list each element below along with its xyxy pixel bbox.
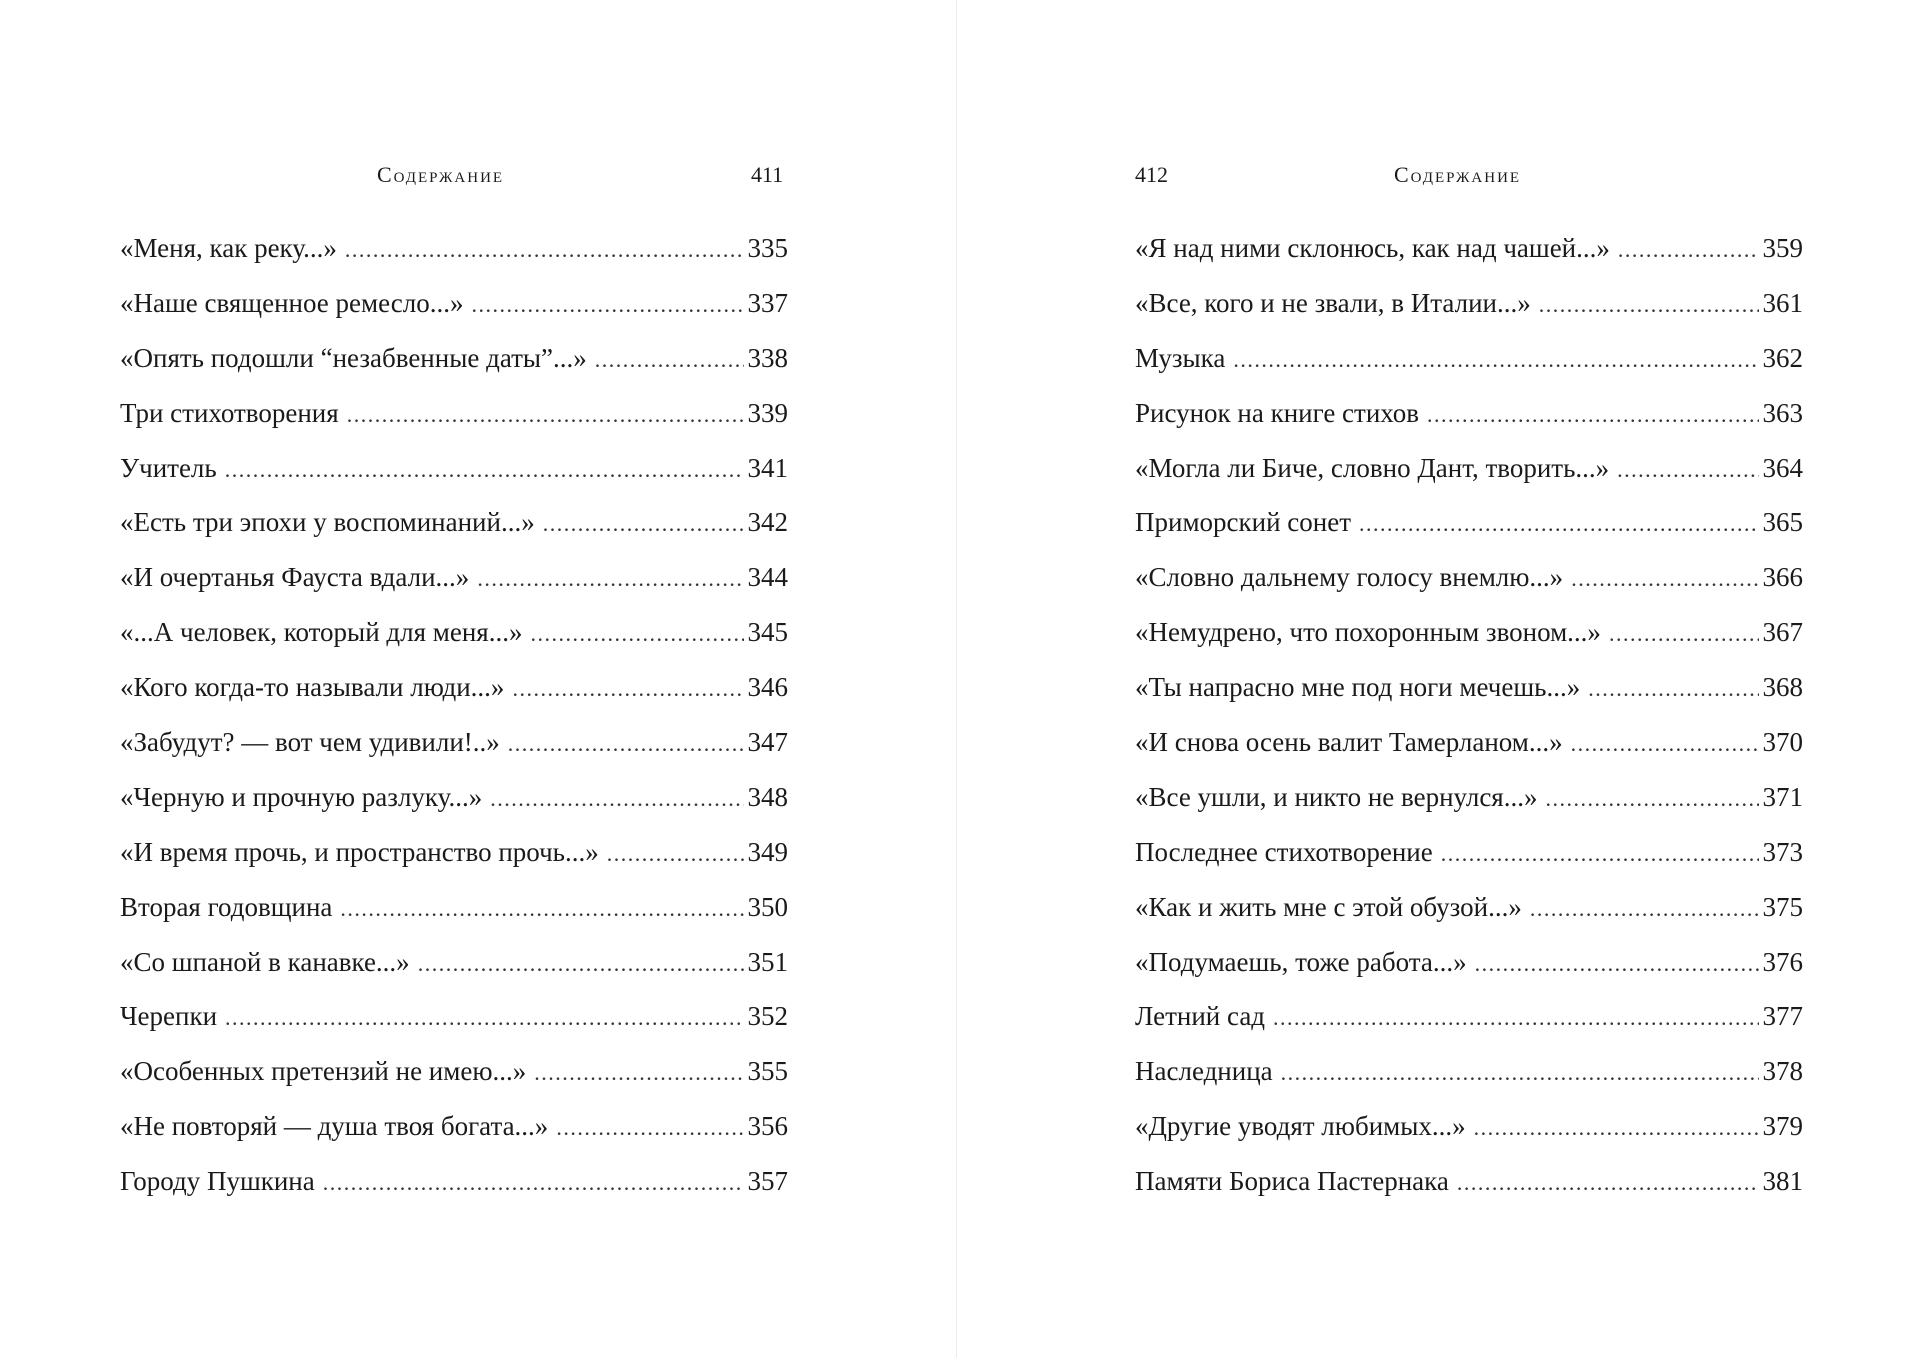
dot-leader [340, 889, 743, 929]
dot-leader [512, 669, 743, 709]
toc-entry-page: 345 [747, 617, 788, 648]
toc-entry-page: 362 [1762, 342, 1803, 373]
toc-entry-title: Наследница [1135, 1056, 1273, 1087]
toc-entry-title: «Черную и прочную разлуку...» [120, 781, 483, 812]
dot-leader [1474, 1108, 1759, 1148]
running-head-title: Содержание [1394, 162, 1522, 187]
dot-leader [1571, 559, 1758, 599]
toc-entry [120, 612, 788, 667]
toc-entry-title: «Особенных претензий не имею...» [120, 1056, 527, 1087]
toc-entry [1135, 557, 1803, 612]
toc-entry-title: «Немудрено, что похоронным звоном...» [1135, 617, 1601, 648]
toc-entry [120, 1051, 788, 1106]
toc-entry-title: «Могла ли Биче, словно Дант, творить...» [1135, 452, 1610, 483]
toc-entry-title: «Я над ними склонюсь, как над чашей...» [1135, 233, 1610, 263]
toc-entry [1135, 996, 1803, 1051]
dot-leader [1359, 504, 1759, 544]
toc-entry-title: Музыка [1135, 342, 1226, 373]
toc-entry-page: 350 [747, 891, 788, 922]
dot-leader [556, 1108, 743, 1148]
page-number: 411 [751, 162, 784, 187]
toc-entry-page: 346 [747, 672, 788, 703]
dot-leader [471, 285, 743, 325]
toc-entry [1135, 502, 1803, 557]
toc-entry-title: «Все ушли, и никто не вернулся...» [1135, 781, 1538, 812]
toc-entry-title: Приморский сонет [1135, 507, 1351, 538]
dot-leader [323, 1163, 744, 1203]
toc-entry [1135, 283, 1803, 338]
toc-entry-title: «Другие уводят любимых...» [1135, 1111, 1466, 1142]
dot-leader [508, 724, 744, 764]
toc-entry-title: Летний сад [1135, 1001, 1266, 1032]
toc-entry-page: 342 [747, 507, 788, 538]
toc-entry-page: 373 [1762, 836, 1803, 867]
toc-entry-title: Черепки [120, 1001, 218, 1032]
toc-entry-page: 364 [1762, 452, 1803, 483]
dot-leader [530, 614, 743, 654]
toc-entry-title: Памяти Бориса Пастернака [1135, 1166, 1449, 1197]
toc-entry-title: «...А человек, который для меня...» [120, 617, 523, 648]
dot-leader [1457, 1163, 1759, 1203]
toc-entry-page: 341 [747, 452, 788, 483]
toc-entry-title: Три стихотворения [120, 397, 339, 428]
dot-leader [490, 779, 743, 819]
toc-entry [1135, 393, 1803, 448]
toc-entry-page: 366 [1762, 562, 1803, 593]
toc-entry-title: «Все, кого и не звали, в Италии...» [1135, 287, 1531, 318]
toc-entry [120, 667, 788, 722]
toc-entry-page: 363 [1762, 397, 1803, 428]
toc-entry [1135, 887, 1803, 942]
toc-entry-page: 375 [1762, 891, 1803, 922]
dot-leader [1617, 450, 1758, 490]
toc-entry [120, 393, 788, 448]
toc-entry-page: 344 [747, 562, 788, 593]
toc-entry-title: Рисунок на книге стихов [1135, 397, 1420, 428]
toc-entry [1135, 1106, 1803, 1161]
dot-leader [595, 340, 744, 380]
toc-entry-page: 359 [1762, 233, 1803, 263]
toc-entry [1135, 722, 1803, 777]
toc-entry [120, 942, 788, 997]
dot-leader [418, 944, 744, 984]
dot-leader [1281, 1053, 1759, 1093]
toc-entry [1135, 612, 1803, 667]
toc-entry-title: «Кого когда-то называли люди...» [120, 672, 505, 703]
toc-entry-title: «Наше священное ремесло...» [120, 287, 464, 318]
toc-entry [1135, 942, 1803, 997]
running-head-title: Содержание [377, 162, 505, 187]
toc-entry-page: 347 [747, 727, 788, 758]
toc-entry-page: 376 [1762, 946, 1803, 977]
toc-entry [1135, 777, 1803, 832]
toc-entry-page: 335 [747, 233, 788, 263]
dot-leader [1609, 614, 1759, 654]
toc-entry-title: «И очертанья Фауста вдали...» [120, 562, 470, 593]
toc-entry-page: 355 [747, 1056, 788, 1087]
toc-entry [120, 1161, 788, 1216]
toc-entry [120, 832, 788, 887]
toc-entry [120, 557, 788, 612]
toc-entry-page: 337 [747, 287, 788, 318]
toc-entry-page: 352 [747, 1001, 788, 1032]
toc-entry [120, 1106, 788, 1161]
toc-entry [120, 448, 788, 503]
dot-leader [1233, 340, 1758, 380]
toc-entry [120, 283, 788, 338]
toc-entry-page: 361 [1762, 287, 1803, 318]
toc-entry-page: 365 [1762, 507, 1803, 538]
dot-leader [477, 559, 743, 599]
dot-leader [345, 230, 744, 270]
dot-leader [225, 998, 743, 1038]
toc-entry-page: 378 [1762, 1056, 1803, 1087]
toc-entry-page: 339 [747, 397, 788, 428]
toc-entry-title: «И снова осень валит Тамерланом...» [1135, 727, 1563, 758]
toc-entry [120, 777, 788, 832]
dot-leader [225, 450, 744, 490]
dot-leader [1530, 889, 1759, 929]
toc-entry [1135, 667, 1803, 722]
toc-entry-title: «Подумаешь, тоже работа...» [1135, 946, 1467, 977]
toc-entry-page: 351 [747, 946, 788, 977]
dot-leader [1427, 395, 1758, 435]
toc-entry-page: 377 [1762, 1001, 1803, 1032]
toc-entry [120, 228, 788, 283]
dot-leader [534, 1053, 743, 1093]
dot-leader [607, 834, 744, 874]
toc-entry [1135, 338, 1803, 393]
left-page [0, 0, 956, 1358]
toc-entry [120, 722, 788, 777]
dot-leader [1475, 944, 1759, 984]
dot-leader [347, 395, 744, 435]
toc-list [1135, 228, 1803, 1216]
dot-leader [1618, 230, 1759, 270]
dot-leader [543, 504, 744, 544]
toc-entry-title: «Как и жить мне с этой обузой...» [1135, 891, 1522, 922]
right-page [957, 0, 1913, 1358]
toc-entry-title: Последнее стихотворение [1135, 836, 1433, 867]
toc-entry-title: «Забудут? — вот чем удивили!..» [120, 727, 500, 758]
dot-leader [1273, 998, 1758, 1038]
toc-entry-title: Городу Пушкина [120, 1166, 315, 1197]
toc-entry [120, 338, 788, 393]
toc-entry-page: 368 [1762, 672, 1803, 703]
toc-entry-page: 356 [747, 1111, 788, 1142]
toc-entry [1135, 1161, 1803, 1216]
toc-entry-title: «Ты напрасно мне под ноги мечешь...» [1135, 672, 1581, 703]
toc-entry-page: 379 [1762, 1111, 1803, 1142]
toc-entry-page: 381 [1762, 1166, 1803, 1197]
toc-entry-page: 371 [1762, 781, 1803, 812]
toc-entry-title: «Словно дальнему голосу внемлю...» [1135, 562, 1564, 593]
toc-entry-page: 357 [747, 1166, 788, 1197]
toc-entry-title: «И время прочь, и пространство прочь...» [120, 836, 599, 867]
page-number: 412 [1135, 162, 1168, 187]
toc-entry-page: 370 [1762, 727, 1803, 758]
dot-leader [1588, 669, 1758, 709]
toc-list [120, 228, 788, 1216]
toc-entry-title: Учитель [120, 452, 217, 483]
dot-leader [1441, 834, 1759, 874]
toc-entry-title: «Со шпаной в канавке...» [120, 946, 410, 977]
toc-entry-title: «Опять подошли “незабвенные даты”...» [120, 342, 587, 373]
toc-entry [1135, 448, 1803, 503]
dot-leader [1571, 724, 1759, 764]
toc-entry-title: «Меня, как реку...» [120, 233, 337, 263]
toc-entry-title: «Есть три эпохи у воспоминаний...» [120, 507, 535, 538]
toc-entry [1135, 832, 1803, 887]
toc-entry-page: 349 [747, 836, 788, 867]
toc-entry-page: 367 [1762, 617, 1803, 648]
toc-entry [120, 502, 788, 557]
dot-leader [1539, 285, 1759, 325]
toc-entry [1135, 228, 1803, 283]
toc-entry-title: Вторая годовщина [120, 891, 333, 922]
toc-entry-page: 338 [747, 342, 788, 373]
toc-entry [1135, 1051, 1803, 1106]
toc-entry-title: «Не повторяй — душа твоя богата...» [120, 1111, 549, 1142]
toc-entry-page: 348 [747, 781, 788, 812]
toc-entry [120, 996, 788, 1051]
dot-leader [1545, 779, 1758, 819]
toc-entry [120, 887, 788, 942]
